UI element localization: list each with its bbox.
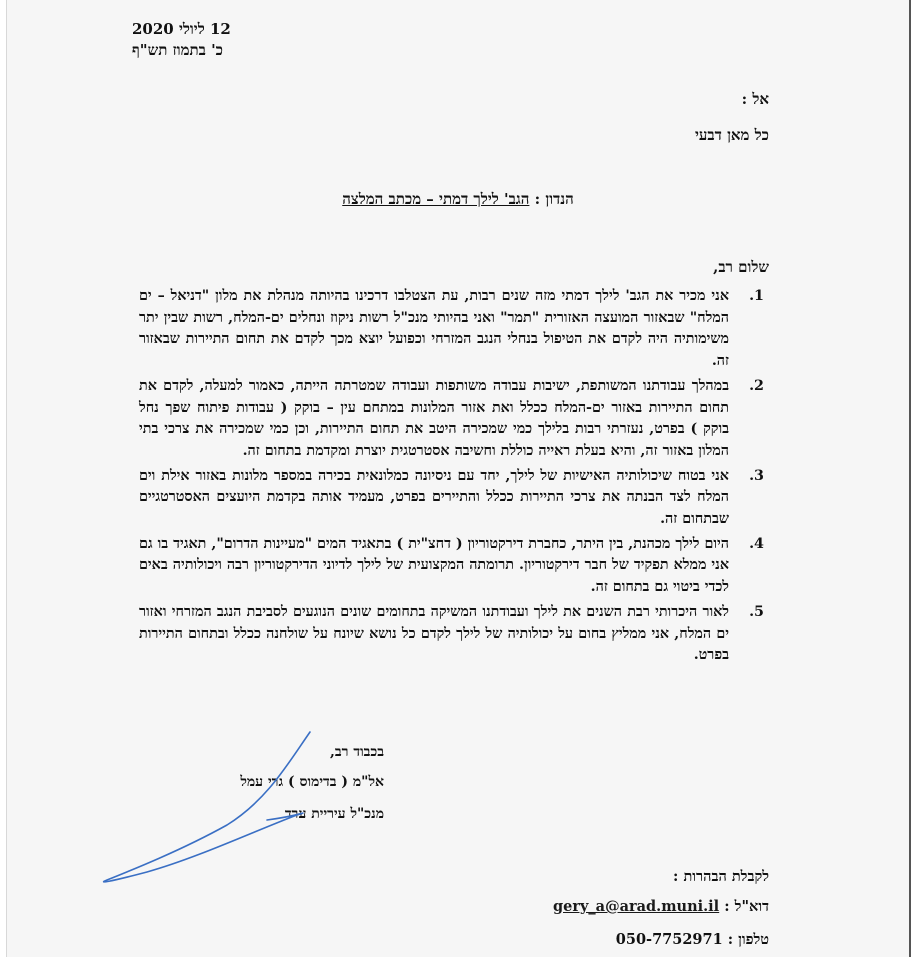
phone-row bbox=[616, 931, 769, 949]
letter-page bbox=[6, 0, 911, 957]
list-item bbox=[139, 376, 764, 463]
subject-prefix: הנדון : bbox=[534, 190, 574, 208]
contact-heading: לקבלת הבהרות : bbox=[673, 868, 769, 885]
signature-stroke bbox=[104, 732, 310, 882]
subject-line bbox=[7, 190, 909, 209]
item-number: .3 bbox=[749, 467, 764, 484]
item-text: היום לילך מכהנת, בין היתר, כחברת דירקטוריון ( דחצ"ית ) בתאגיד המים "מעיינות הדרום", תאגיד בו גם אני ממלא תפקיד של חבר דירקטוריון. תרומתה המקצועית של לילך לדיוני הדירקטוריון רבה ויכולותיה באים לכדי ביטוי גם בתחום זה. bbox=[139, 535, 729, 596]
greeting: שלום רב, bbox=[713, 258, 769, 276]
email-row bbox=[553, 898, 769, 916]
item-number: .5 bbox=[749, 603, 764, 620]
date-gregorian: 12 ליולי 2020 bbox=[132, 20, 231, 38]
to-label: אל : bbox=[741, 90, 769, 108]
recommendation-list bbox=[139, 286, 764, 670]
closing-regards: בכבוד רב, bbox=[329, 744, 384, 760]
date-hebrew: כ' בתמוז תש"ף bbox=[132, 41, 224, 59]
item-number: .4 bbox=[749, 535, 764, 552]
item-number: .1 bbox=[749, 288, 764, 304]
list-item bbox=[139, 602, 764, 667]
to-value: כל מאן דבעי bbox=[694, 126, 769, 144]
handwritten-signature bbox=[87, 720, 347, 890]
phone-number: 050-7752971 bbox=[615, 931, 723, 948]
signer-name: אל"מ ( בדימוס ) גרי עמל bbox=[240, 774, 384, 790]
item-text: אני בטוח שיכולותיה האישיות של לילך, יחד עם ניסיונה כמלונאית בכירה במספר מלונות באזור אילת וים המלח לצד הבנתה את צרכי התיירות ככלל והתיירים בפרט, מעמיד אותה בקדמת היועצים האסטרטגיים שבתחום זה. bbox=[139, 467, 729, 528]
list-item bbox=[139, 466, 764, 531]
item-number: .2 bbox=[749, 377, 764, 394]
signer-title: מנכ"ל עיריית ערד bbox=[284, 806, 384, 822]
phone-label: טלפון : bbox=[727, 931, 769, 948]
list-item bbox=[139, 534, 764, 599]
item-text: אני מכיר את הגב' לילך דמתי מזה שנים רבות, עת הצטלבו דרכינו בהיותה מנהלת את מלון "דניאל – ים המלח" שבאזור המועצה האזורית "תמר" ואני בהיותי מנכ"ל רשות ניקוז ונחלים ים-המלח, רשות שבין יתר משימותיה היה לקדם את הטיפול בנחלי הנגב המזרחי וכפועל יוצא מכך לקדם את תחום התיירות שבאזור זה. bbox=[139, 288, 729, 370]
list-item bbox=[139, 286, 764, 373]
email-link[interactable]: gery_a@arad.muni.il bbox=[553, 898, 720, 915]
item-text: במהלך עבודתנו המשותפת, ישיבות עבודה משותפות ועבודה שמטרתה הייתה, כאמור למעלה, לקדם את תחום התיירות באזור ים-המלח ככלל ואת אזור המלונות במתחם עין – בוקק ( עבודות פיתוח שפך נחל בוקק ) בפרט, נעזרתי רבות בלילך כמי שמכירה היטב את תחום התיירות, וכן כמי שמכירה את צרכי בתי המלון באזור זה, והיא בעלת ראייה כוללת וחשיבה אסטרטגית יוצרת ומקדמת בתחום זה. bbox=[139, 377, 729, 459]
email-label: דוא"ל : bbox=[724, 898, 769, 915]
subject-text: הגב' לילך דמתי – מכתב המלצה bbox=[342, 190, 530, 208]
item-text: לאור היכרותי רבת השנים את לילך ועבודתנו המשיקה בתחומים שונים הנוגעים לסביבת הנגב המזרחי ואזור ים המלח, אני ממליץ בחום על יכולותיה של לילך לקדם כל נושא שיונח על שולחנה ככלל ובתחום התיירות בפרט. bbox=[139, 603, 729, 664]
